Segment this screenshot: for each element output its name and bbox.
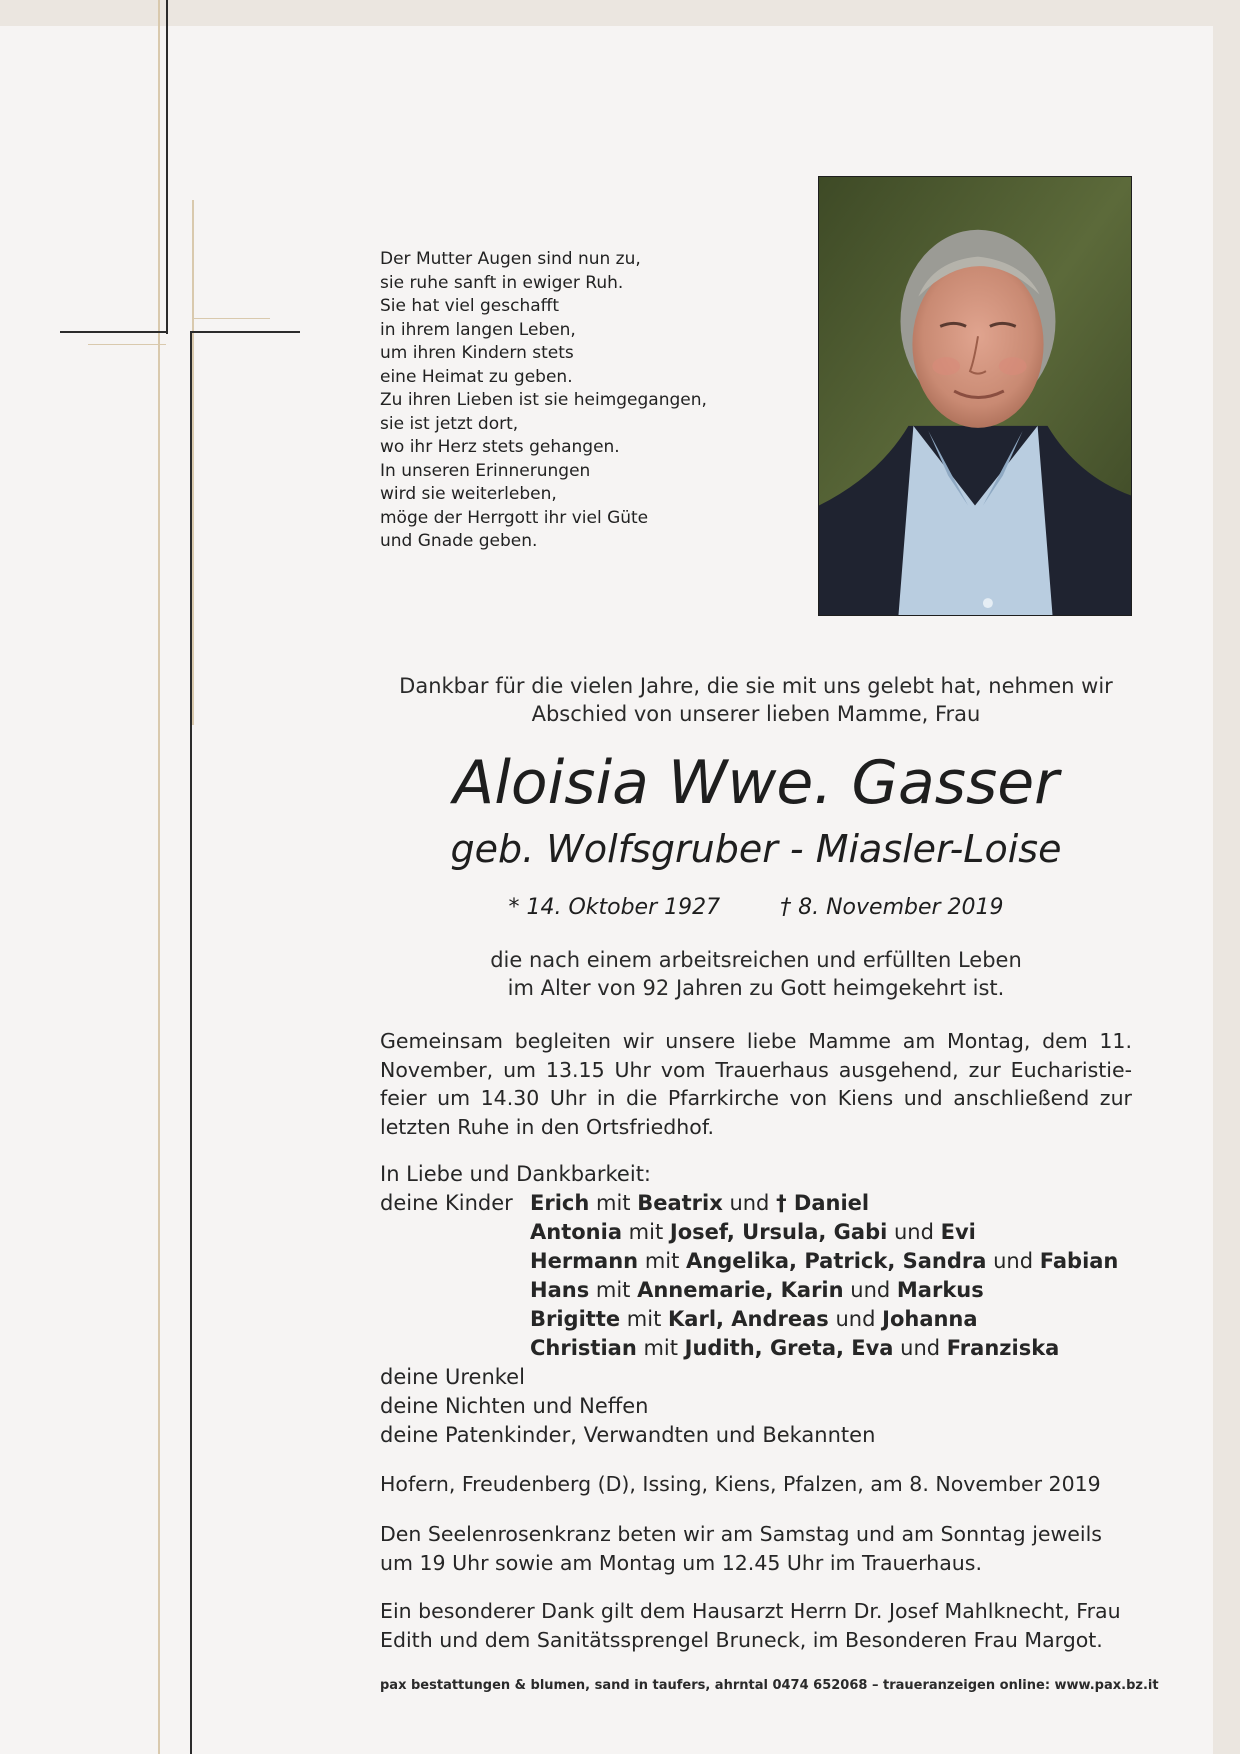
poem-line: sie ist jetzt dort,: [380, 413, 519, 434]
connector-text: mit: [622, 1220, 670, 1244]
connector-text: und: [887, 1220, 941, 1244]
children-list: [530, 1189, 1118, 1363]
cross-bar-upper-gold: [192, 318, 270, 319]
intro-text: [380, 672, 1132, 728]
family-member-name: Johanna: [882, 1307, 978, 1331]
life-line: die nach einem arbeitsreichen und erfüllten Leben: [490, 948, 1022, 972]
poem-line: wo ihr Herz stets gehangen.: [380, 437, 620, 457]
family-member-name: Beatrix: [637, 1191, 723, 1215]
intro-line: Abschied von unserer lieben Mamme, Frau: [531, 702, 981, 726]
life-line: im Alter von 92 Jahren zu Gott heimgekehrt ist.: [507, 976, 1005, 1000]
poem-line: sie ruhe sanft in ewiger Ruh.: [380, 272, 624, 293]
connector-text: und: [843, 1278, 897, 1302]
birth-date: * 14. Oktober 1927: [508, 895, 721, 920]
family-member-name: Angelika, Patrick, Sandra: [686, 1249, 987, 1273]
child-family-line: [530, 1218, 1118, 1247]
family-other: deine Patenkinder, Verwandten und Bekannten: [380, 1423, 876, 1447]
poem-line: in ihrem langen Leben,: [380, 319, 576, 340]
children-label: deine Kinder: [380, 1191, 513, 1215]
funeral-text: Gemeinsam begleiten wir unsere liebe Mamme am Montag, dem 11. November, um 13.15 Uhr vom Trauerhaus ausgehend, zur Eucharistiefeier um 14.30 Uhr in die Pfarrkirche von Kiens und anschließend zur letzten Ruhe in den Ortsfriedhof.: [380, 1029, 1132, 1139]
poem-line: In unseren Erinnerungen: [380, 460, 591, 481]
life-text: [380, 946, 1132, 1002]
portrait-illustration: [819, 177, 1131, 615]
rosary-text: Den Seelenrosenkranz beten wir am Samstag und am Sonntag jeweils um 19 Uhr sowie am Montag um 12.45 Uhr im Trauerhaus.: [380, 1522, 1102, 1575]
family-member-name: Franziska: [946, 1336, 1060, 1360]
poem-line: Der Mutter Augen sind nun zu,: [380, 249, 641, 269]
poem-line: und Gnade geben.: [380, 531, 538, 551]
family-member-name: Hans: [530, 1278, 590, 1302]
child-family-line: [530, 1334, 1118, 1363]
cross-bar-lower-gold: [88, 344, 166, 345]
cross-right-vertical-gold: [192, 200, 194, 725]
poem-line: möge der Herrgott ihr viel Güte: [380, 507, 649, 528]
footer-imprint: pax bestattungen & blumen, sand in taufers, ahrntal 0474 652068 – traueranzeigen online: www.pax.bz.it: [380, 1678, 1159, 1693]
family-member-name: Josef, Ursula, Gabi: [669, 1220, 888, 1244]
family-member-name: Evi: [940, 1220, 976, 1244]
family-member-name: Erich: [530, 1191, 590, 1215]
intro-line: Dankbar für die vielen Jahre, die sie mit uns gelebt hat, nehmen wir: [399, 674, 1113, 698]
connector-text: mit: [636, 1336, 685, 1360]
family-member-name: Fabian: [1039, 1249, 1119, 1273]
thanks-text: Ein besonderer Dank gilt dem Hausarzt Herrn Dr. Josef Mahlknecht, Frau Edith und dem Sanitätssprengel Bruneck, im Besonderen Frau Margot.: [380, 1599, 1121, 1652]
poem-line: Zu ihren Lieben ist sie heimgegangen,: [380, 390, 707, 410]
family-member-name: Brigitte: [530, 1307, 621, 1331]
poem-line: um ihren Kindern stets: [380, 343, 574, 363]
family-member-name: Antonia: [530, 1220, 622, 1244]
family-member-name: Judith, Greta, Eva: [684, 1336, 894, 1360]
connector-text: und: [893, 1336, 947, 1360]
connector-text: und: [828, 1307, 883, 1331]
child-family-line: [530, 1189, 1118, 1218]
family-heading: In Liebe und Dankbarkeit:: [380, 1162, 652, 1186]
connector-text: mit: [638, 1249, 687, 1273]
poem-line: eine Heimat zu geben.: [380, 366, 573, 387]
connector-text: mit: [589, 1278, 638, 1302]
family-section: [380, 1160, 1140, 1450]
family-other: deine Nichten und Neffen: [380, 1394, 649, 1418]
connector-text: und: [986, 1249, 1040, 1273]
poem-line: wird sie weiterleben,: [380, 484, 557, 504]
family-member-name: Markus: [896, 1278, 984, 1302]
connector-text: und: [722, 1191, 777, 1215]
child-family-line: [530, 1247, 1118, 1276]
cross-upper-vertical-dark: [166, 0, 168, 334]
life-dates: [380, 892, 1132, 924]
cross-bar-right-dark: [190, 331, 300, 333]
family-member-name: Christian: [530, 1336, 637, 1360]
connector-text: mit: [589, 1191, 638, 1215]
family-member-name: † Daniel: [776, 1191, 870, 1215]
family-other: deine Urenkel: [380, 1365, 525, 1389]
place-date: Hofern, Freudenberg (D), Issing, Kiens, Pfalzen, am 8. November 2019: [380, 1472, 1101, 1496]
birth-name: geb. Wolfsgruber - Miasler-Loise: [450, 827, 1062, 871]
child-family-line: [530, 1305, 1118, 1334]
family-member-name: Annemarie, Karin: [637, 1278, 844, 1302]
death-date: † 8. November 2019: [780, 895, 1004, 920]
children-block: [380, 1189, 1140, 1363]
cross-bar-left-dark: [60, 331, 168, 333]
cross-left-vertical-gold: [158, 0, 160, 1754]
child-family-line: [530, 1276, 1118, 1305]
poem: [380, 248, 780, 554]
family-member-name: Hermann: [530, 1249, 639, 1273]
family-member-name: Karl, Andreas: [668, 1307, 829, 1331]
connector-text: mit: [620, 1307, 669, 1331]
poem-line: Sie hat viel geschafft: [380, 296, 560, 316]
deceased-name: Aloisia Wwe. Gasser: [453, 748, 1059, 818]
portrait-photo: [818, 176, 1132, 616]
